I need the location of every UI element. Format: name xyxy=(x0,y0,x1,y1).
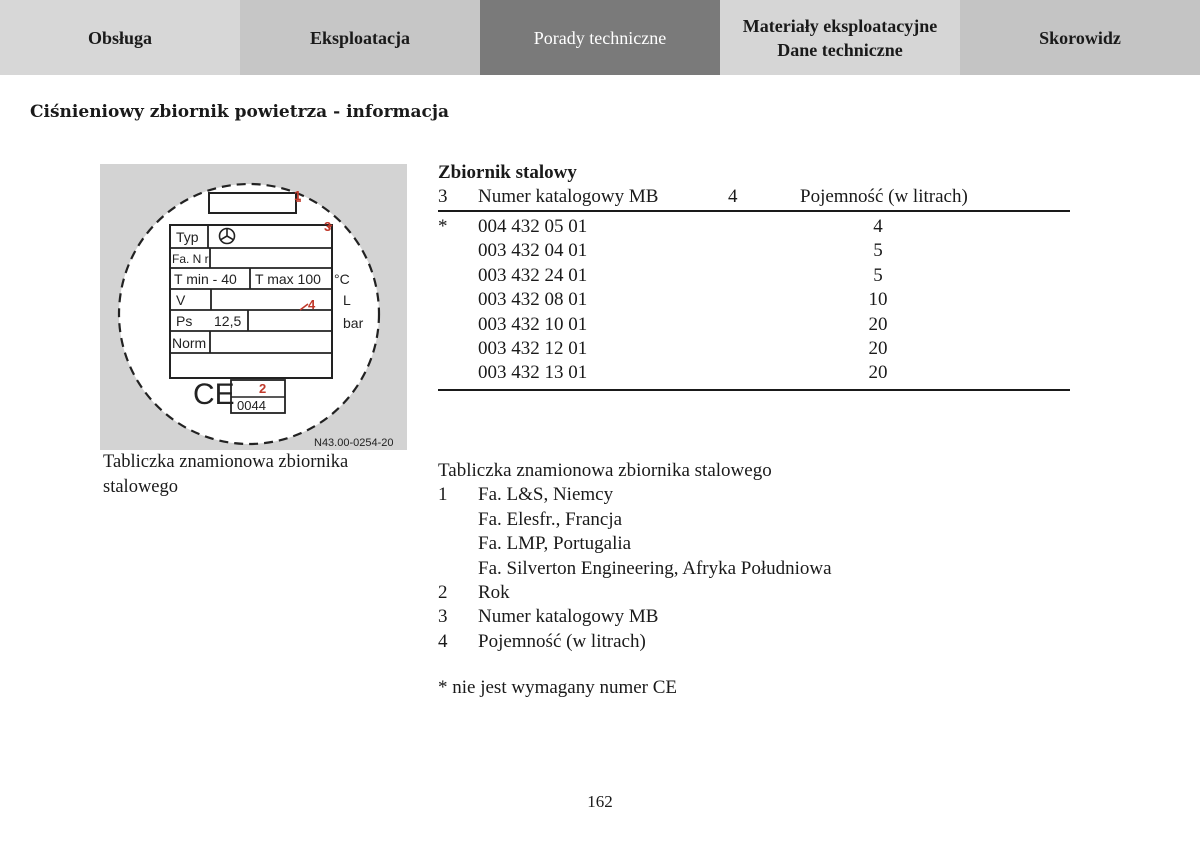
header-col2-label: Pojemność (w litrach) xyxy=(800,186,968,207)
ce-number: 0044 xyxy=(237,398,266,413)
legend-text: Numer katalogowy MB xyxy=(478,606,659,628)
legend-number: 2 xyxy=(438,581,448,603)
tab-porady-techniczne[interactable] xyxy=(480,0,720,75)
row-part-number: 003 432 12 01 xyxy=(478,337,588,359)
legend-item xyxy=(438,605,772,629)
row-capacity: 20 xyxy=(868,362,888,384)
row-part-number: 003 432 04 01 xyxy=(478,240,588,262)
plate-label-norm: Norm xyxy=(172,335,207,351)
row-capacity: 20 xyxy=(868,337,888,359)
plate-label-ps: Ps xyxy=(176,313,193,329)
plate-label-typ: Typ xyxy=(176,229,199,245)
figure-caption-line: Tabliczka znamionowa zbiornika xyxy=(103,452,349,472)
plate-unit-celsius: °C xyxy=(334,271,350,287)
plate-label-tmin: T min - 40 xyxy=(174,271,237,287)
plate-unit-bar: bar xyxy=(343,315,364,331)
row-capacity: 10 xyxy=(868,289,888,311)
nameplate-drawing xyxy=(100,164,407,450)
nameplate-legend xyxy=(438,459,832,654)
row-mark: * xyxy=(438,216,448,237)
table-row xyxy=(438,361,1070,385)
header-col1-number: 3 xyxy=(438,186,448,207)
tab-materialy-eksploatacyjne[interactable] xyxy=(720,0,960,75)
tab-label: Porady techniczne xyxy=(533,27,667,48)
row-capacity: 4 xyxy=(873,216,883,237)
top-navigation xyxy=(0,0,1200,75)
row-capacity: 5 xyxy=(873,240,883,262)
row-part-number: 003 432 24 01 xyxy=(478,264,588,286)
figure-caption xyxy=(103,450,403,499)
figure-reference: N43.00-0254-20 xyxy=(314,437,394,449)
legend-text: Rok xyxy=(478,581,510,603)
callout-4: 4 xyxy=(308,297,316,312)
table-row xyxy=(438,337,1070,361)
nameplate-figure xyxy=(100,164,407,450)
legend-item xyxy=(438,557,832,581)
page-number: 162 xyxy=(587,792,613,811)
table-title: Zbiornik stalowy xyxy=(438,162,577,183)
header-col2-number: 4 xyxy=(728,186,738,207)
row-part-number: 004 432 05 01 xyxy=(478,216,588,237)
tab-label: Eksploatacja xyxy=(309,27,410,48)
legend-item xyxy=(438,483,772,507)
legend-text: Fa. LMP, Portugalia xyxy=(478,533,632,555)
tab-eksploatacja[interactable] xyxy=(240,0,480,75)
row-part-number: 003 432 13 01 xyxy=(478,362,588,384)
header-col1-label: Numer katalogowy MB xyxy=(478,186,659,207)
legend-item xyxy=(438,508,772,532)
tab-skorowidz[interactable] xyxy=(960,0,1200,75)
row-part-number: 003 432 08 01 xyxy=(478,289,588,311)
row-capacity: 20 xyxy=(868,313,888,335)
legend-text: Pojemność (w litrach) xyxy=(478,630,646,652)
callout-2: 2 xyxy=(259,381,267,396)
tab-obsluga[interactable] xyxy=(0,0,240,75)
table-row xyxy=(438,288,1070,312)
table-row xyxy=(438,239,1070,263)
plate-label-fa-nr: Fa. N r xyxy=(172,252,209,266)
tab-label: Skorowidz xyxy=(1039,27,1121,48)
table-row xyxy=(438,215,1070,239)
legend-text: Fa. L&S, Niemcy xyxy=(478,484,614,506)
legend-number: 4 xyxy=(438,630,448,652)
table-row xyxy=(438,264,1070,288)
callout-3: 3 xyxy=(324,219,332,234)
plate-ps-value: 12,5 xyxy=(214,313,242,329)
footnote: * nie jest wymagany numer CE xyxy=(438,677,678,698)
legend-number: 3 xyxy=(438,606,448,628)
callout-1: 1 xyxy=(294,188,302,203)
legend-text: Fa. Elesfr., Francja xyxy=(478,508,623,530)
plate-label-v: V xyxy=(176,292,186,308)
ce-mark: CE xyxy=(193,378,235,411)
legend-item xyxy=(438,581,772,605)
row-part-number: 003 432 10 01 xyxy=(478,313,588,335)
figure-caption-line: stalowego xyxy=(103,476,179,497)
capacity-table xyxy=(438,184,1070,391)
tab-label: Materiały eksploatacyjne xyxy=(742,15,938,36)
legend-item xyxy=(438,630,772,654)
row-capacity: 5 xyxy=(873,264,883,286)
legend-number: 1 xyxy=(438,484,448,506)
section-title: Ciśnieniowy zbiornik powietrza - informacja xyxy=(30,102,450,122)
tab-label: Obsługa xyxy=(87,27,153,48)
plate-unit-liter: L xyxy=(343,292,351,308)
legend-text: Fa. Silverton Engineering, Afryka Południowa xyxy=(478,557,832,579)
table-header xyxy=(438,184,1070,212)
table-row xyxy=(438,313,1070,337)
legend-title: Tabliczka znamionowa zbiornika stalowego xyxy=(438,460,772,481)
table-body xyxy=(438,212,1070,391)
plate-label-tmax: T max 100 xyxy=(255,271,321,287)
legend-item xyxy=(438,532,772,556)
tab-label-second-line: Dane techniczne xyxy=(777,39,903,60)
